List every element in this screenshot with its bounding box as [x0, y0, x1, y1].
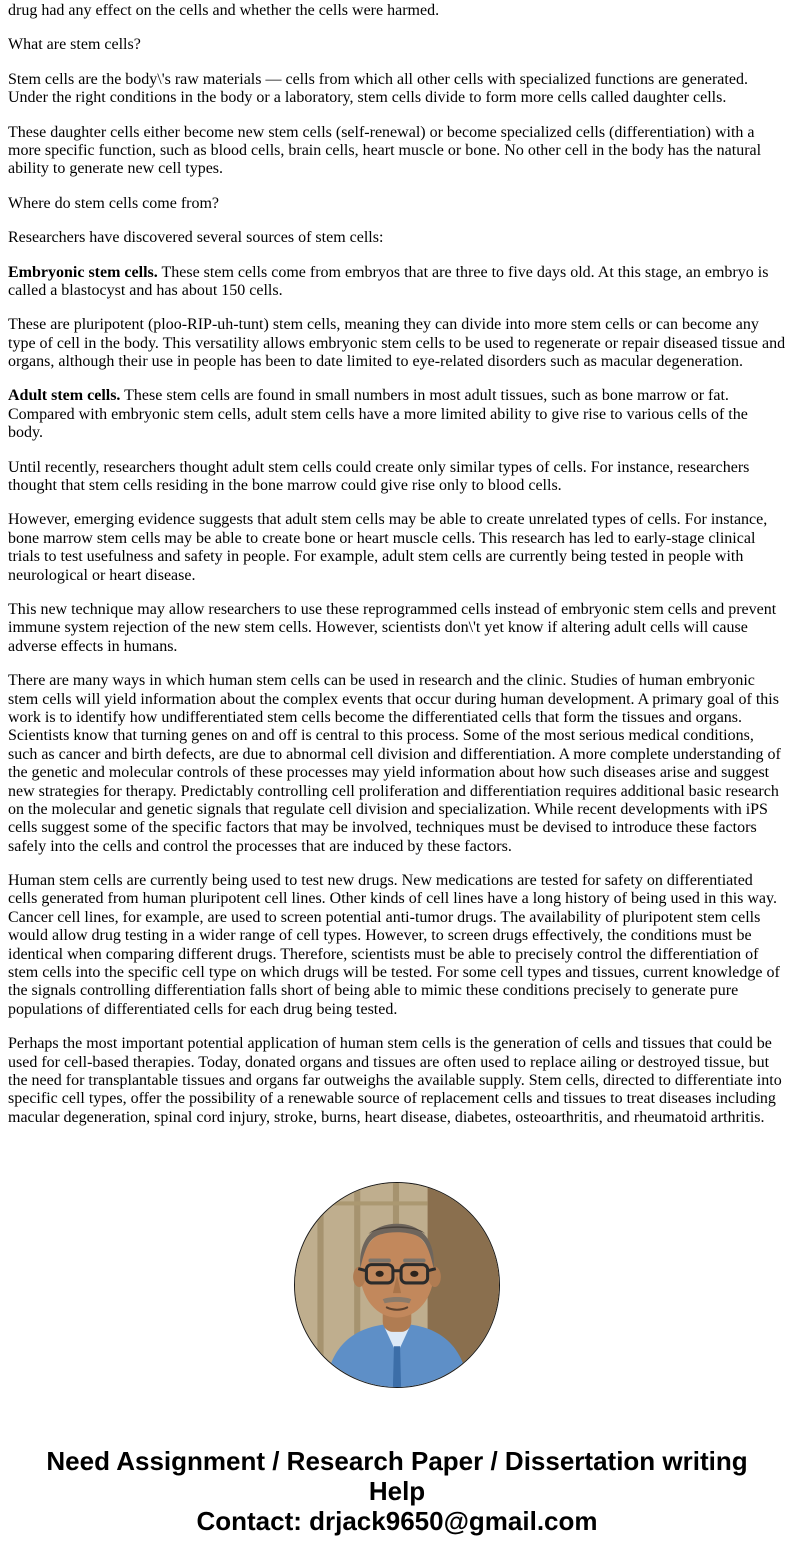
paragraph: Human stem cells are currently being used to test new drugs. New medications are tested for safety on differentiated cells generated from human pluripotent cell lines. Other kinds of cell lines have a long history of being used in this way. Cancer cell lines, for example, are used to screen potential anti-tumor drugs. The availability of pluripotent stem cells would allow drug testing in a wider range of cell types. However, to screen drugs effectively, the conditions must be identical when comparing different drugs. Therefore, scientists must be able to precisely control the differentiation of stem cells into the specific cell type on which drugs will be tested. For some cell types and tissues, current knowledge of the signals controlling differentiation falls short of being able to mimic these conditions precisely to generate pure populations of differentiated cells for each drug being tested. — [8, 872, 780, 1018]
paragraph-lead: Embryonic stem cells. — [8, 263, 158, 281]
paragraph: drug had any effect on the cells and whether the cells were harmed. — [8, 2, 440, 19]
author-portrait-icon — [295, 1183, 499, 1387]
paragraph: Until recently, researchers thought adult stem cells could create only similar types of cells. For instance, researchers thought that stem cells residing in the bone marrow could give rise only to blood cells. — [8, 458, 750, 495]
paragraph: Researchers have discovered several sources of stem cells: — [8, 229, 384, 247]
paragraph: These are pluripotent (ploo-RIP-uh-tunt) stem cells, meaning they can divide into more stem cells or can become any type of cell in the body. This versatility allows embryonic stem cells to be used to regenerate or repair diseased tissue and organs, although their use in people has been to date limited to eye-related disorders such as macular degeneration. — [8, 316, 786, 371]
footer-contact-email: Contact: drjack9650@gmail.com — [196, 1505, 598, 1536]
footer-promo — [8, 1446, 786, 1536]
paragraph-text: These stem cells come from embryos that are three to five days old. At this stage, an embryo is called a blastocyst and has about 150 cells. — [8, 263, 769, 299]
paragraph: Stem cells are the body\'s raw materials — cells from which all other cells with specialized functions are generated. Under the right conditions in the body or a laboratory, stem cells divide to form more cells called daughter cells. — [8, 70, 748, 107]
paragraph: Where do stem cells come from? — [8, 194, 220, 212]
paragraph-text: These stem cells are found in small numbers in most adult tissues, such as bone marrow or fat. Compared with embryonic stem cells, adult stem cells have a more limited ability to give rise to various cells of the body. — [8, 387, 748, 442]
footer-heading: Need Assignment / Research Paper / Dissertation writing Help — [46, 1445, 748, 1506]
paragraph — [8, 264, 786, 301]
author-avatar — [294, 1182, 500, 1388]
paragraph: This new technique may allow researchers to use these reprogrammed cells instead of embryonic stem cells and prevent immune system rejection of the new stem cells. However, scientists don\'t yet know if altering adult cells will cause adverse effects in humans. — [8, 600, 777, 655]
paragraph — [8, 387, 786, 442]
paragraph-lead: Adult stem cells. — [8, 387, 121, 405]
paragraph: Perhaps the most important potential application of human stem cells is the generation of cells and tissues that could be used for cell-based therapies. Today, donated organs and tissues are often used to replace ailing or destroyed tissue, but the need for transplantable tissues and organs far outweighs the available supply. Stem cells, directed to differentiate into specific cell types, offer the possibility of a renewable source of replacement cells and tissues to treat diseases including macular degeneration, spinal cord injury, stroke, burns, heart disease, diabetes, osteoarthritis, and rheumatoid arthritis. — [8, 1035, 782, 1126]
paragraph: However, emerging evidence suggests that adult stem cells may be able to create unrelated types of cells. For instance, bone marrow stem cells may be able to create bone or heart muscle cells. This research has led to early-stage clinical trials to test usefulness and safety in people. For example, adult stem cells are currently being tested in people with neurological or heart disease. — [8, 511, 768, 584]
author-avatar-section — [8, 1182, 786, 1393]
paragraph: These daughter cells either become new stem cells (self-renewal) or become specialized cells (differentiation) with a more specific function, such as blood cells, brain cells, heart muscle or bone. No other cell in the body has the natural ability to generate new cell types. — [8, 123, 762, 178]
paragraph: What are stem cells? — [8, 36, 141, 54]
paragraph: There are many ways in which human stem cells can be used in research and the clinic. Studies of human embryonic stem cells will yield information about the complex events that occur during human development. A primary goal of this work is to identify how undifferentiated stem cells become the differentiated cells that form the tissues and organs. Scientists know that turning genes on and off is central to this process. Some of the most serious medical conditions, such as cancer and birth defects, are due to abnormal cell division and differentiation. A more complete understanding of the genetic and molecular controls of these processes may yield information about how such diseases arise and suggest new strategies for therapy. Predictably controlling cell proliferation and differentiation requires additional basic research on the molecular and genetic signals that regulate cell division and specialization. While recent developments with iPS cells suggest some of the specific factors that may be involved, techniques must be devised to introduce these factors safely into the cells and control the processes that are induced by these factors. — [8, 672, 781, 855]
